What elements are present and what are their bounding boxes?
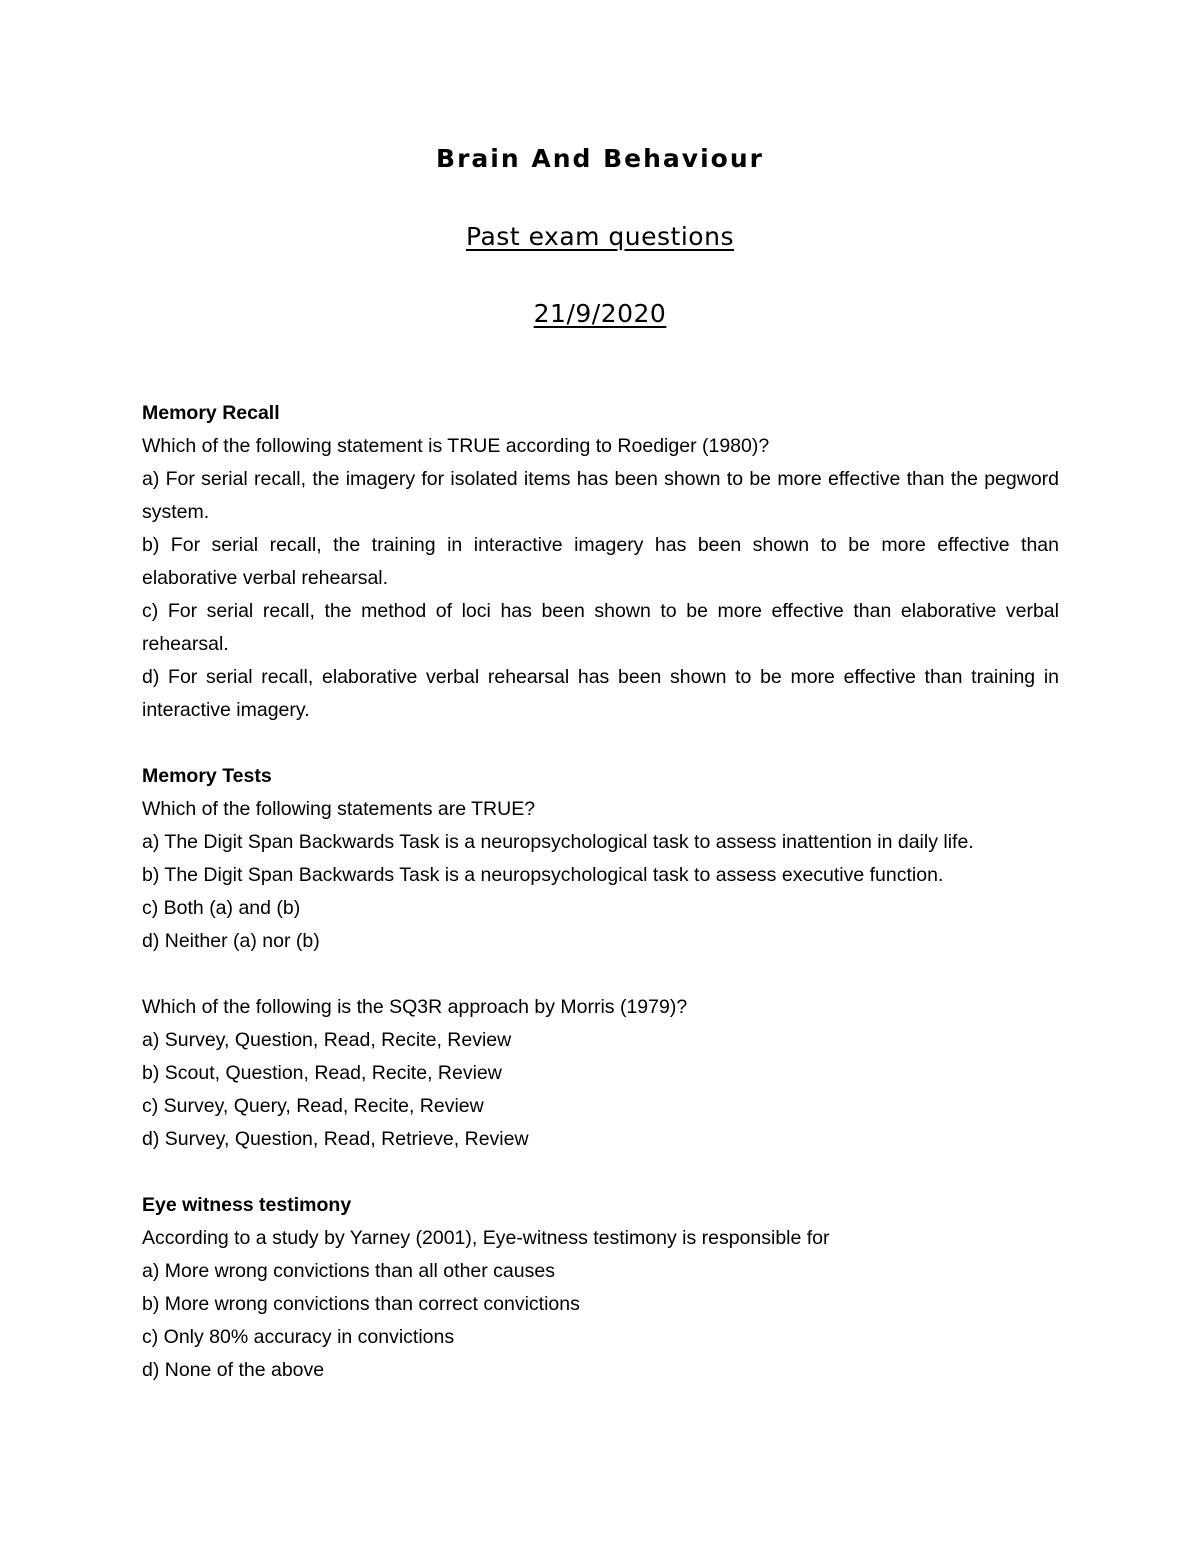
- answer-option: c) Both (a) and (b): [142, 897, 301, 919]
- answer-option: b) For serial recall, the training in interactive imagery has been shown to be more effective than elaborative verbal rehearsal.: [142, 534, 1059, 589]
- spacer: [142, 1156, 1059, 1189]
- answer-option: a) Survey, Question, Read, Recite, Review: [142, 1029, 512, 1051]
- answer-option: a) The Digit Span Backwards Task is a neuropsychological task to assess inattention in daily life.: [142, 831, 974, 853]
- section-memory-tests: [142, 760, 1059, 958]
- question-text: Which of the following is the SQ3R approach by Morris (1979)?: [142, 996, 688, 1018]
- answer-option: d) Survey, Question, Read, Retrieve, Review: [142, 1128, 529, 1150]
- answer-option: d) None of the above: [142, 1359, 325, 1381]
- section-heading: Memory Recall: [142, 402, 280, 424]
- spacer: [142, 958, 1059, 991]
- section-sq3r-question: [142, 991, 1059, 1156]
- answer-option: b) The Digit Span Backwards Task is a neuropsychological task to assess executive function.: [142, 864, 944, 886]
- answer-option: a) For serial recall, the imagery for isolated items has been shown to be more effective than the pegword system.: [142, 468, 1059, 523]
- document-date: 21/9/2020: [533, 299, 667, 328]
- document-title: Brain And Behaviour: [436, 144, 764, 173]
- section-eye-witness-testimony: [142, 1189, 1059, 1387]
- answer-option: b) Scout, Question, Read, Recite, Review: [142, 1062, 502, 1084]
- answer-option: d) Neither (a) nor (b): [142, 930, 320, 952]
- question-text: Which of the following statements are TRUE?: [142, 798, 536, 820]
- answer-option: b) More wrong convictions than correct convictions: [142, 1293, 580, 1315]
- question-text: According to a study by Yarney (2001), Eye-witness testimony is responsible for: [142, 1227, 830, 1249]
- document-body: [142, 397, 1059, 1387]
- answer-option: c) For serial recall, the method of loci has been shown to be more effective than elaborative verbal rehearsal.: [142, 600, 1059, 655]
- answer-option: d) For serial recall, elaborative verbal rehearsal has been shown to be more effective than training in interactive imagery.: [142, 666, 1059, 721]
- document-subtitle: Past exam questions: [466, 222, 734, 251]
- answer-option: c) Survey, Query, Read, Recite, Review: [142, 1095, 484, 1117]
- answer-option: c) Only 80% accuracy in convictions: [142, 1326, 455, 1348]
- spacer: [142, 727, 1059, 760]
- section-heading: Eye witness testimony: [142, 1194, 352, 1216]
- section-heading: Memory Tests: [142, 765, 272, 787]
- question-text: Which of the following statement is TRUE according to Roediger (1980)?: [142, 435, 770, 457]
- section-memory-recall: [142, 397, 1059, 727]
- answer-option: a) More wrong convictions than all other causes: [142, 1260, 555, 1282]
